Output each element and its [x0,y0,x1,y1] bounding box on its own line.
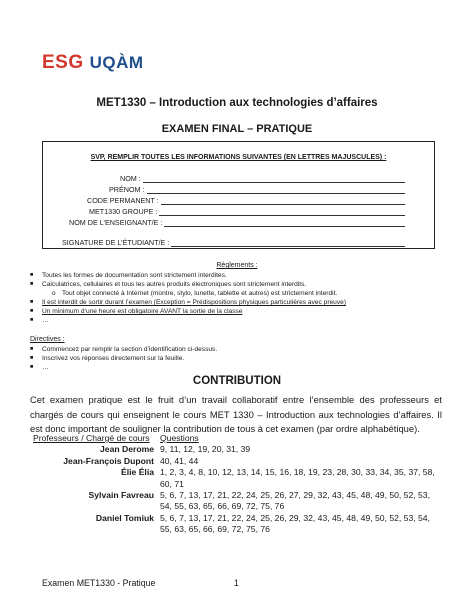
table-row [30,467,442,490]
list-item: o Tout objet connecté à Internet (montre, stylo, lunette, tablette et autres) est strictement interdit. [52,290,338,297]
table-row [30,513,442,536]
group-line[interactable] [159,208,405,216]
question-list: 40, 41, 44 [160,455,199,466]
identification-heading: SVP, REMPLIR TOUTES LES INFORMATIONS SUIVANTES (EN LETTRES MAJUSCULES) : [90,154,387,161]
circle-bullet-icon: o [52,290,56,297]
list-item: ■ Il est interdit de sortir durant l’examen (Exception = Prédispositions physiques particulières avec preuve) [30,299,347,306]
contribution-paragraph: Cet examen pratique est le fruit d’un travail collaboratif entre l’ensemble des professeurs et chargés de cours qui enseignent le cours MET 1330 – Introduction aux technologies d’affaires. Il est donc important de souligner la contribution de tous à cet examen (par ordre alphabétique). [30,394,442,434]
teacher-label: NOM DE L’ENSEIGNANT/E : [69,218,163,227]
header-professors: Professeurs / Chargé de cours [33,433,150,443]
list-item: ■ … [30,317,49,324]
table-row [30,456,442,467]
question-list: 9, 11, 12, 19, 20, 31, 39 [160,444,251,455]
group-label: MET1330 GROUPE : [89,207,158,216]
directives-title: Directives : [30,336,65,343]
firstname-line[interactable] [147,186,405,194]
signature-label: SIGNATURE DE L’ÉTUDIANT/E : [62,238,170,247]
square-bullet-icon: ■ [30,299,34,305]
rules-list [30,271,346,325]
square-bullet-icon: ■ [30,346,34,352]
header-questions: Questions [160,433,199,443]
logo-esg-text: ESG [42,52,84,73]
firstname-field[interactable] [109,185,405,194]
teacher-line[interactable] [164,219,405,227]
directives-list [30,345,217,372]
square-bullet-icon: ■ [30,308,34,314]
signature-field[interactable] [62,238,405,247]
group-field[interactable] [89,207,405,216]
square-bullet-icon: ■ [30,272,34,278]
professor-name: Sylvain Favreau [88,490,154,501]
table-row [30,444,442,455]
rules-title: Règlements : [216,262,258,269]
logo [42,52,144,74]
permanent-code-field[interactable] [87,196,405,205]
professor-name: Élie Élia [121,467,154,478]
square-bullet-icon: ■ [30,281,34,287]
square-bullet-icon: ■ [30,317,34,323]
contribution-table [30,433,442,536]
contribution-title: CONTRIBUTION [192,375,282,387]
name-field[interactable] [120,174,405,183]
signature-line[interactable] [171,239,405,247]
table-row [30,490,442,513]
list-item: ■ Commencez par remplir la section d’identification ci-dessus. [30,346,218,353]
list-item: ■ Un minimum d’une heure est obligatoire AVANT la sortie de la classe [30,308,243,315]
name-line[interactable] [143,175,405,183]
table-header [30,433,442,444]
square-bullet-icon: ■ [30,364,34,370]
professor-name: Jean-François Dupont [63,455,154,466]
question-list: 5, 6, 7, 13, 17, 21, 22, 24, 25, 26, 29, 32, 43, 45, 48, 49, 50, 52, 53, 54, 55, 63, 65, 66, 69, 72, 75, 76 [160,512,430,535]
exam-title: EXAMEN FINAL – PRATIQUE [161,123,313,135]
professor-name: Daniel Tomiuk [95,512,154,523]
identification-box [42,141,435,249]
firstname-label: PRÉNOM : [109,185,145,194]
footer-text: Examen MET1330 - Pratique [42,578,156,588]
page-number: 1 [234,578,239,588]
list-item: ■ Calculatrices, cellulaires et tous les autres produits électroniques sont strictement interdits. [30,281,307,288]
teacher-field[interactable] [69,218,405,227]
list-item: ■ Toutes les formes de documentation sont strictement interdites. [30,272,227,279]
professor-name: Jean Derome [100,444,154,455]
question-list: 1, 2, 3, 4, 8, 10, 12, 13, 14, 15, 16, 18, 19, 23, 28, 30, 33, 34, 35, 37, 58, 60, 71 [160,467,435,489]
list-item: ■ … [30,364,49,371]
name-label: NOM : [120,174,141,183]
course-title: MET1330 – Introduction aux technologies d’affaires [96,97,378,109]
square-bullet-icon: ■ [30,355,34,361]
permanent-code-label: CODE PERMANENT : [87,196,159,205]
list-item: ■ Inscrivez vos réponses directement sur la feuille. [30,355,185,362]
permanent-code-line[interactable] [161,197,405,205]
question-list: 5, 6, 7, 13, 17, 21, 22, 24, 25, 26, 27, 29, 32, 43, 45, 48, 49, 50, 52, 53, 54, 55, 63, 65, 66, 69, 72, 75, 76 [160,490,430,512]
logo-uqam-text: UQÀM [89,53,144,72]
